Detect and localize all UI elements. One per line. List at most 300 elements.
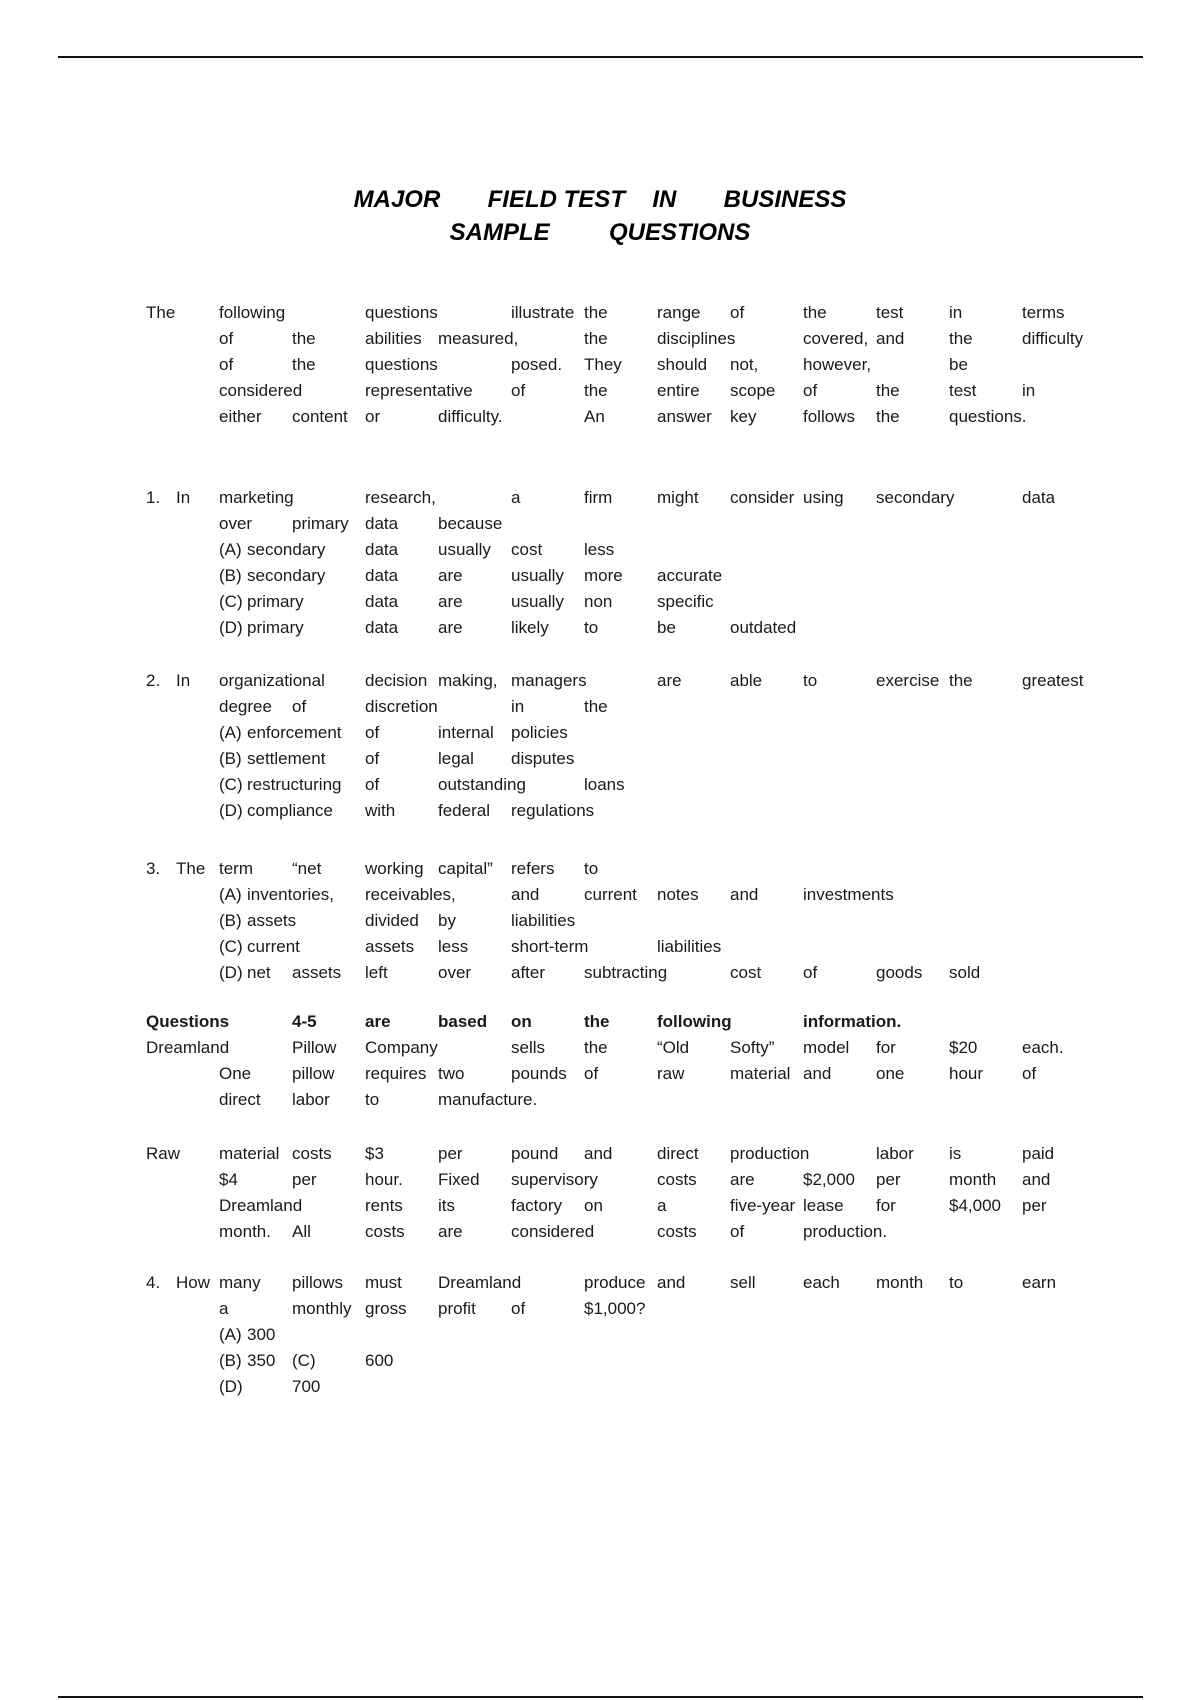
word: term	[219, 859, 253, 878]
word: Company	[365, 1038, 438, 1057]
word: current	[247, 937, 300, 956]
q4-line	[146, 1348, 1096, 1374]
word: (C)	[219, 937, 243, 956]
word: range	[657, 303, 701, 322]
info-line	[146, 1035, 1096, 1061]
word: rents	[365, 1196, 403, 1215]
word: firm	[584, 488, 613, 507]
word: secondary	[876, 488, 955, 507]
word: In	[176, 488, 191, 507]
word: to	[584, 618, 599, 637]
word: for	[876, 1038, 896, 1057]
word: the	[949, 329, 973, 348]
word: One	[219, 1064, 252, 1083]
word: secondary	[247, 566, 326, 585]
word: data	[365, 540, 399, 559]
word: 4.	[146, 1273, 161, 1292]
word: legal	[438, 749, 474, 768]
bottom-rule	[58, 1696, 1143, 1698]
word: of	[730, 303, 745, 322]
word: costs	[365, 1222, 405, 1241]
word: data	[365, 618, 399, 637]
word: difficulty.	[438, 407, 503, 426]
q1-line	[146, 615, 1096, 641]
word: usually	[438, 540, 491, 559]
word: refers	[511, 859, 555, 878]
word: test	[949, 381, 977, 400]
word: loans	[584, 775, 625, 794]
word: a	[511, 488, 521, 507]
word: a	[657, 1196, 667, 1215]
q3-line	[146, 960, 1096, 986]
word: representative	[365, 381, 473, 400]
q1-line	[146, 485, 1096, 511]
intro-line	[146, 326, 1096, 352]
word: decision	[365, 671, 428, 690]
word: with	[365, 801, 396, 820]
word: pillows	[292, 1273, 344, 1292]
word: In	[176, 671, 191, 690]
word: data	[365, 566, 399, 585]
word: An	[584, 407, 605, 426]
word: liabilities	[657, 937, 722, 956]
word: less	[438, 937, 469, 956]
word: produce	[584, 1273, 646, 1292]
document-title-line-1	[0, 186, 1200, 214]
q2-line	[146, 746, 1096, 772]
word: questions	[365, 303, 438, 322]
q1-line	[146, 563, 1096, 589]
word: and	[1022, 1170, 1051, 1189]
word: the	[584, 1012, 610, 1031]
word: short-term	[511, 937, 589, 956]
word: entire	[657, 381, 700, 400]
word: measured,	[438, 329, 519, 348]
word: factory	[511, 1196, 563, 1215]
word: lease	[803, 1196, 844, 1215]
q4-line	[146, 1322, 1096, 1348]
q3-line	[146, 908, 1096, 934]
word: of	[511, 1299, 526, 1318]
word: $2,000	[803, 1170, 855, 1189]
word: usually	[511, 592, 564, 611]
word: direct	[657, 1144, 699, 1163]
word: each	[803, 1273, 840, 1292]
word: outdated	[730, 618, 797, 637]
word: and	[730, 885, 759, 904]
word: $20	[949, 1038, 978, 1057]
word: 700	[292, 1377, 321, 1396]
word: the	[292, 329, 316, 348]
word: of	[365, 749, 380, 768]
word: usually	[511, 566, 564, 585]
word: per	[292, 1170, 317, 1189]
q3-line	[146, 856, 1096, 882]
word: left	[365, 963, 388, 982]
word: discretion	[365, 697, 438, 716]
q2-line	[146, 668, 1096, 694]
intro-line	[146, 404, 1096, 430]
word: The	[176, 859, 206, 878]
document-title-line-2	[0, 219, 1200, 247]
word: accurate	[657, 566, 723, 585]
word: manufacture.	[438, 1090, 538, 1109]
word: primary	[247, 618, 304, 637]
word: Softy”	[730, 1038, 775, 1057]
word: (B)	[219, 911, 242, 930]
word: Fixed	[438, 1170, 480, 1189]
info-line	[146, 1061, 1096, 1087]
word: liabilities	[511, 911, 576, 930]
word: labor	[876, 1144, 914, 1163]
word: 2.	[146, 671, 161, 690]
word: answer	[657, 407, 712, 426]
word: monthly	[292, 1299, 352, 1318]
word: material	[219, 1144, 280, 1163]
word: compliance	[247, 801, 333, 820]
block-q3	[146, 856, 1096, 986]
word: information.	[803, 1012, 902, 1031]
title-word: FIELD TEST	[487, 186, 625, 213]
word: more	[584, 566, 623, 585]
word: primary	[292, 514, 349, 533]
word: $1,000?	[584, 1299, 646, 1318]
word: using	[803, 488, 844, 507]
word: questions.	[949, 407, 1027, 426]
word: covered,	[803, 329, 869, 348]
word: of	[803, 381, 818, 400]
word: likely	[511, 618, 549, 637]
word: on	[584, 1196, 603, 1215]
word: material	[730, 1064, 791, 1083]
q1-line	[146, 589, 1096, 615]
word: restructuring	[247, 775, 342, 794]
word: hour	[949, 1064, 984, 1083]
word: scope	[730, 381, 776, 400]
word: settlement	[247, 749, 326, 768]
word: in	[511, 697, 525, 716]
word: month.	[219, 1222, 271, 1241]
word: the	[803, 303, 827, 322]
word: over	[438, 963, 472, 982]
word: content	[292, 407, 348, 426]
word: specific	[657, 592, 714, 611]
word: per	[876, 1170, 901, 1189]
word: $4,000	[949, 1196, 1001, 1215]
word: (A)	[219, 885, 242, 904]
word: How	[176, 1273, 211, 1292]
word: following	[219, 303, 286, 322]
word: “net	[292, 859, 322, 878]
word: and	[803, 1064, 832, 1083]
word: (B)	[219, 1351, 242, 1370]
title-word: IN	[652, 186, 677, 213]
word: two	[438, 1064, 465, 1083]
word: assets	[247, 911, 297, 930]
word: pounds	[511, 1064, 567, 1083]
word: are	[657, 671, 682, 690]
word: per	[438, 1144, 463, 1163]
word: (B)	[219, 749, 242, 768]
word: the	[584, 1038, 608, 1057]
word: profit	[438, 1299, 476, 1318]
word: on	[511, 1012, 532, 1031]
word: less	[584, 540, 615, 559]
word: raw	[657, 1064, 685, 1083]
word: over	[219, 514, 253, 533]
word: to	[949, 1273, 964, 1292]
word: are	[730, 1170, 755, 1189]
word: follows	[803, 407, 855, 426]
word: to	[803, 671, 818, 690]
word: $4	[219, 1170, 238, 1189]
word: receivables,	[365, 885, 456, 904]
word: (D)	[219, 618, 243, 637]
block-intro	[146, 300, 1096, 430]
word: organizational	[219, 671, 325, 690]
word: (B)	[219, 566, 242, 585]
word: disciplines	[657, 329, 736, 348]
title-word: BUSINESS	[723, 186, 847, 213]
word: considered	[219, 381, 303, 400]
q4-line	[146, 1270, 1096, 1296]
word: (C)	[292, 1351, 316, 1370]
word: many	[219, 1273, 261, 1292]
word: greatest	[1022, 671, 1084, 690]
word: should	[657, 355, 708, 374]
intro-line	[146, 378, 1096, 404]
word: (C)	[219, 775, 243, 794]
block-q2	[146, 668, 1096, 824]
word: not,	[730, 355, 759, 374]
word: sells	[511, 1038, 546, 1057]
word: direct	[219, 1090, 261, 1109]
block-q1	[146, 485, 1096, 641]
word: data	[365, 592, 399, 611]
word: hour.	[365, 1170, 403, 1189]
top-rule	[58, 56, 1143, 58]
word: Questions	[146, 1012, 230, 1031]
word: 350	[247, 1351, 276, 1370]
word: of	[292, 697, 307, 716]
block-info	[146, 1009, 1096, 1113]
word: costs	[292, 1144, 332, 1163]
word: research,	[365, 488, 436, 507]
raw-line	[146, 1193, 1096, 1219]
word: in	[949, 303, 963, 322]
word: investments	[803, 885, 894, 904]
word: production	[730, 1144, 810, 1163]
word: net	[247, 963, 271, 982]
word: key	[730, 407, 757, 426]
word: able	[730, 671, 763, 690]
word: enforcement	[247, 723, 342, 742]
word: goods	[876, 963, 923, 982]
word: labor	[292, 1090, 330, 1109]
word: Pillow	[292, 1038, 337, 1057]
word: (A)	[219, 1325, 242, 1344]
word: “Old	[657, 1038, 690, 1057]
title-word: QUESTIONS	[609, 219, 751, 246]
word: the	[584, 381, 608, 400]
word: are	[438, 618, 463, 637]
word: federal	[438, 801, 490, 820]
word: of	[365, 775, 380, 794]
word: sell	[730, 1273, 756, 1292]
q2-line	[146, 798, 1096, 824]
word: are	[438, 592, 463, 611]
word: the	[876, 381, 900, 400]
word: Dreamland	[219, 1196, 303, 1215]
word: of	[365, 723, 380, 742]
word: 3.	[146, 859, 161, 878]
word: of	[803, 963, 818, 982]
q2-line	[146, 720, 1096, 746]
word: considered	[511, 1222, 595, 1241]
info-line	[146, 1009, 1096, 1035]
word: its	[438, 1196, 455, 1215]
word: internal	[438, 723, 494, 742]
word: for	[876, 1196, 896, 1215]
word: and	[584, 1144, 613, 1163]
word: the	[876, 407, 900, 426]
word: (A)	[219, 540, 242, 559]
word: degree	[219, 697, 272, 716]
word: of	[219, 329, 234, 348]
q4-line	[146, 1296, 1096, 1322]
word: pillow	[292, 1064, 335, 1083]
word: the	[584, 697, 608, 716]
word: disputes	[511, 749, 575, 768]
word: the	[292, 355, 316, 374]
title-word: SAMPLE	[449, 219, 550, 246]
block-raw	[146, 1141, 1096, 1245]
word: and	[511, 885, 540, 904]
word: data	[365, 514, 399, 533]
word: managers	[511, 671, 587, 690]
word: be	[949, 355, 968, 374]
word: (D)	[219, 1377, 243, 1396]
word: 4-5	[292, 1012, 317, 1031]
word: are	[438, 1222, 463, 1241]
word: and	[657, 1273, 686, 1292]
word: primary	[247, 592, 304, 611]
raw-line	[146, 1167, 1096, 1193]
q2-line	[146, 694, 1096, 720]
q1-line	[146, 537, 1096, 563]
word: month	[876, 1273, 924, 1292]
word: The	[146, 303, 176, 322]
word: They	[584, 355, 622, 374]
word: Raw	[146, 1144, 181, 1163]
word: cost	[730, 963, 762, 982]
q3-line	[146, 934, 1096, 960]
word: might	[657, 488, 699, 507]
word: however,	[803, 355, 872, 374]
word: outstanding	[438, 775, 526, 794]
word: All	[292, 1222, 311, 1241]
word: (A)	[219, 723, 242, 742]
block-q4	[146, 1270, 1096, 1400]
word: (D)	[219, 801, 243, 820]
word: costs	[657, 1170, 697, 1189]
word: after	[511, 963, 546, 982]
word: non	[584, 592, 613, 611]
word: cost	[511, 540, 543, 559]
word: either	[219, 407, 262, 426]
word: (C)	[219, 592, 243, 611]
word: regulations	[511, 801, 595, 820]
word: to	[584, 859, 599, 878]
title-word: MAJOR	[353, 186, 441, 213]
word: of	[1022, 1064, 1037, 1083]
word: 300	[247, 1325, 276, 1344]
word: of	[219, 355, 234, 374]
word: because	[438, 514, 503, 533]
word: Dreamland	[438, 1273, 522, 1292]
word: or	[365, 407, 381, 426]
word: and	[876, 329, 905, 348]
word: marketing	[219, 488, 294, 507]
word: in	[1022, 381, 1036, 400]
word: to	[365, 1090, 380, 1109]
word: must	[365, 1273, 402, 1292]
word: month	[949, 1170, 997, 1189]
word: earn	[1022, 1273, 1057, 1292]
word: working	[365, 859, 424, 878]
word: of	[511, 381, 526, 400]
word: the	[584, 329, 608, 348]
word: pound	[511, 1144, 559, 1163]
word: exercise	[876, 671, 940, 690]
word: data	[1022, 488, 1056, 507]
word: sold	[949, 963, 981, 982]
word: (D)	[219, 963, 243, 982]
q4-line	[146, 1374, 1096, 1400]
word: abilities	[365, 329, 422, 348]
word: the	[949, 671, 973, 690]
word: consider	[730, 488, 795, 507]
word: divided	[365, 911, 419, 930]
word: assets	[292, 963, 342, 982]
word: one	[876, 1064, 905, 1083]
word: difficulty	[1022, 329, 1084, 348]
word: the	[584, 303, 608, 322]
word: of	[584, 1064, 599, 1083]
word: a	[219, 1299, 229, 1318]
word: assets	[365, 937, 415, 956]
word: gross	[365, 1299, 407, 1318]
word: costs	[657, 1222, 697, 1241]
word: model	[803, 1038, 850, 1057]
raw-line	[146, 1219, 1096, 1245]
word: inventories,	[247, 885, 334, 904]
word: notes	[657, 885, 699, 904]
word: requires	[365, 1064, 427, 1083]
intro-line	[146, 352, 1096, 378]
word: are	[438, 566, 463, 585]
word: 600	[365, 1351, 394, 1370]
word: policies	[511, 723, 568, 742]
word: of	[730, 1222, 745, 1241]
word: is	[949, 1144, 962, 1163]
word: five-year	[730, 1196, 796, 1215]
word: per	[1022, 1196, 1047, 1215]
word: questions	[365, 355, 438, 374]
word: based	[438, 1012, 488, 1031]
word: Dreamland	[146, 1038, 230, 1057]
q1-line	[146, 511, 1096, 537]
